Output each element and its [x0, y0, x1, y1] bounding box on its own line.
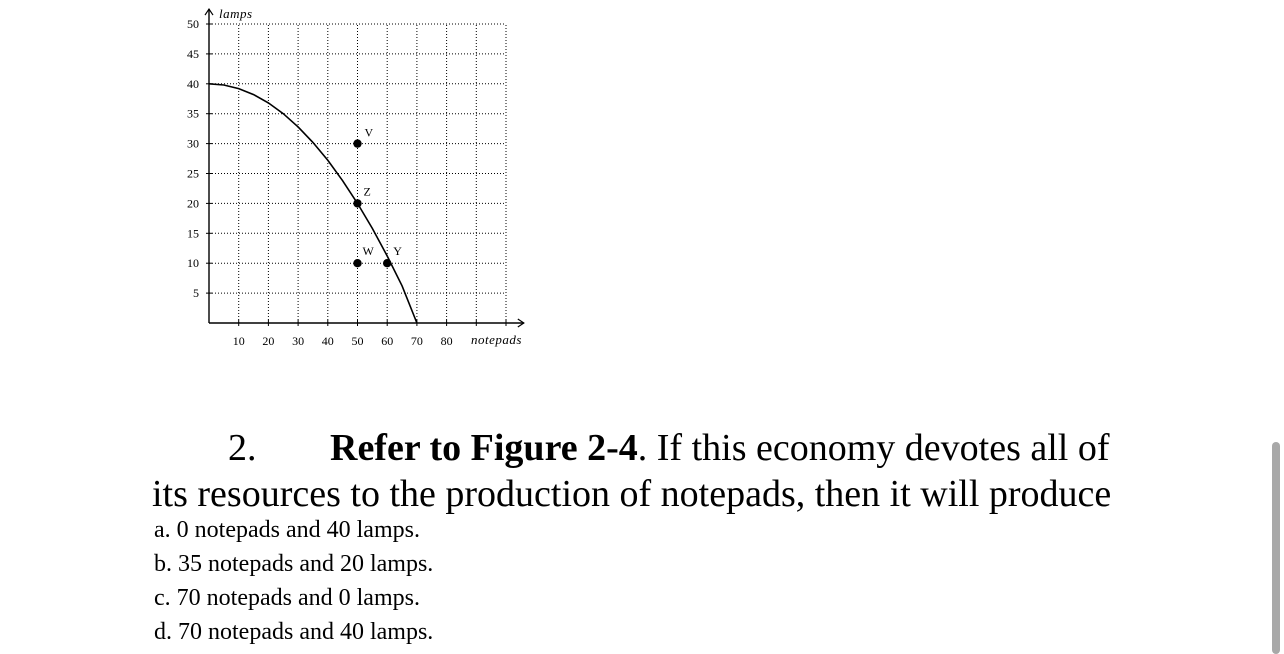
y-tick-label: 45 [187, 46, 199, 61]
x-tick-label: 80 [440, 334, 453, 348]
answer-option-b[interactable]: b. 35 notepads and 20 lamps. [154, 551, 434, 577]
y-tick-label: 10 [187, 256, 199, 271]
x-tick-label: 40 [321, 334, 334, 348]
chart-grid [209, 24, 506, 323]
question-stem-text: . If this economy devotes all of [637, 427, 1110, 469]
chart-ticks [187, 17, 506, 348]
point-z [353, 199, 361, 207]
y-tick-label: 5 [193, 286, 199, 301]
answer-option-a[interactable]: a. 0 notepads and 40 lamps. [154, 517, 420, 543]
question-stem-line2: its resources to the production of notepads, then it will produce [152, 473, 1112, 515]
y-tick-label: 35 [187, 106, 199, 121]
ppf-figure [0, 0, 560, 360]
y-axis-label: lamps [219, 6, 253, 21]
scrollbar-thumb[interactable] [1272, 442, 1280, 654]
point-label-v: V [364, 125, 374, 140]
point-label-y: Y [393, 244, 402, 259]
y-tick-label: 30 [187, 136, 199, 151]
question-stem-line1 [228, 426, 1110, 470]
figure-reference: Refer to Figure 2-4 [330, 427, 638, 469]
y-tick-label: 15 [187, 226, 199, 241]
x-tick-label: 30 [292, 334, 305, 348]
point-label-z: Z [363, 184, 371, 199]
x-tick-label: 50 [351, 334, 364, 348]
answer-option-d[interactable]: d. 70 notepads and 40 lamps. [154, 619, 434, 645]
point-v [353, 139, 361, 147]
x-tick-label: 60 [381, 334, 394, 348]
point-y [383, 259, 391, 267]
point-w [353, 259, 361, 267]
y-tick-label: 20 [187, 196, 199, 211]
question-number: 2. [228, 427, 257, 469]
chart-points [353, 126, 402, 268]
x-tick-label: 70 [410, 334, 423, 348]
x-axis-label: notepads [471, 332, 522, 347]
y-tick-label: 50 [187, 17, 199, 31]
vertical-scrollbar[interactable] [1268, 0, 1284, 654]
ppf-curve [209, 84, 417, 323]
point-label-w: W [362, 244, 374, 259]
chart-axes [205, 9, 524, 327]
y-tick-label: 25 [187, 166, 199, 181]
x-tick-label: 20 [262, 334, 275, 348]
answer-option-c[interactable]: c. 70 notepads and 0 lamps. [154, 585, 420, 611]
y-tick-label: 40 [187, 76, 199, 91]
x-tick-label: 10 [232, 334, 245, 348]
